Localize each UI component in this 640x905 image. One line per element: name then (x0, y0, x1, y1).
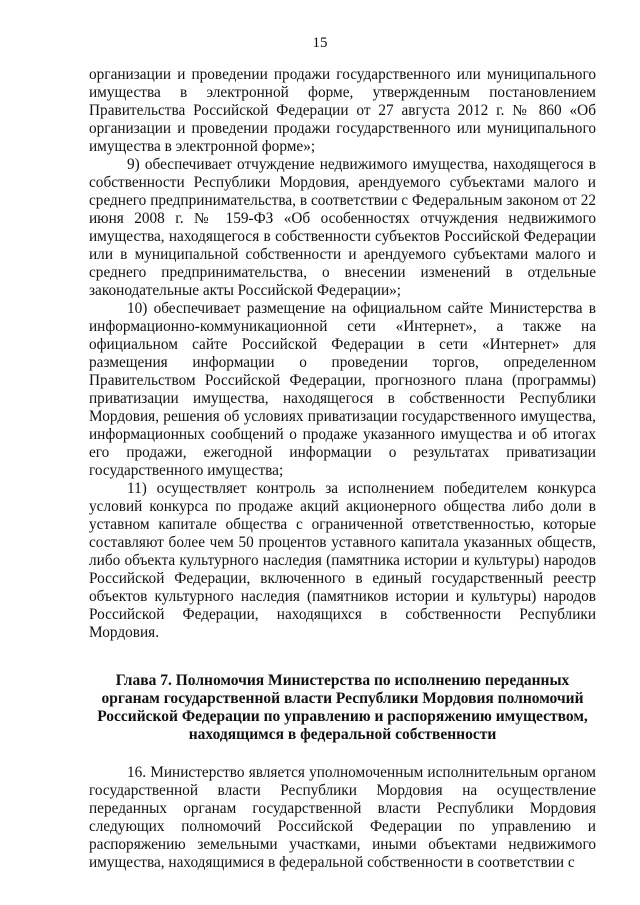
paragraph-item-9: 9) обеспечивает отчуждение недвижимого имущества, находящегося в собственности Республики Мордовия, арендуемого субъектами малого и среднего предпринимательства, в соответствии с Федеральным законом от 22 июня 2008 г. № 159-ФЗ «Об особенностях отчуждения недвижимого имущества, находящегося в собственности субъектов Российской Федерации или в муниципальной собственности и арендуемого субъектами малого и среднего предпринимательства, о внесении изменений в отдельные законодательные акты Российской Федерации»; (89, 156, 596, 299)
paragraph-16: 16. Министерство является уполномоченным исполнительным органом государственной власти Республики Мордовия на осуществление переданных органам государственной власти Республики Мордовия следующих полномочий Российской Федерации по управлению и распоряжению земельными участками, иными объектами недвижимого имущества, находящимися в федеральной собственности в соответствии с (89, 764, 596, 871)
chapter-heading: Глава 7. Полномочия Министерства по исполнению переданных органам государственной власти Республики Мордовия полномочий Российской Федерации по управлению и распоряжению имуществом, находящимся в федеральной собственности (97, 672, 588, 743)
document-body (89, 66, 596, 872)
page-number: 15 (312, 35, 328, 51)
paragraph-item-11: 11) осуществляет контроль за исполнением победителем конкурса условий конкурса по продаже акций акционерного общества либо доли в уставном капитале общества с ограниченной ответственностью, которые составляют более чем 50 процентов уставного капитала указанных обществ, либо объекта культурного наследия (памятника истории и культуры) народов Российской Федерации, включенного в единый государственный реестр объектов культурного наследия (памятников истории и культуры) народов Российской Федерации, находящихся в собственности Республики Мордовия. (89, 480, 596, 641)
paragraph-continuation: организации и проведении продажи государственного или муниципального имущества в электронной форме, утвержденным постановлением Правительства Российской Федерации от 27 августа 2012 г. № 860 «Об организации и проведении продажи государственного или муниципального имущества в электронной форме»; (89, 66, 596, 155)
paragraph-item-10: 10) обеспечивает размещение на официальном сайте Министерства в информационно-коммуникационной сети «Интернет», а также на официальном сайте Российской Федерации в сети «Интернет» для размещения информации о проведении торгов, определенном Правительством Российской Федерации, прогнозного плана (программы) приватизации имущества, находящегося в собственности Республики Мордовия, решения об условиях приватизации государственного имущества, информационных сообщений о продаже указанного имущества и об итогах его продажи, ежегодной информации о результатах приватизации государственного имущества; (89, 300, 596, 479)
